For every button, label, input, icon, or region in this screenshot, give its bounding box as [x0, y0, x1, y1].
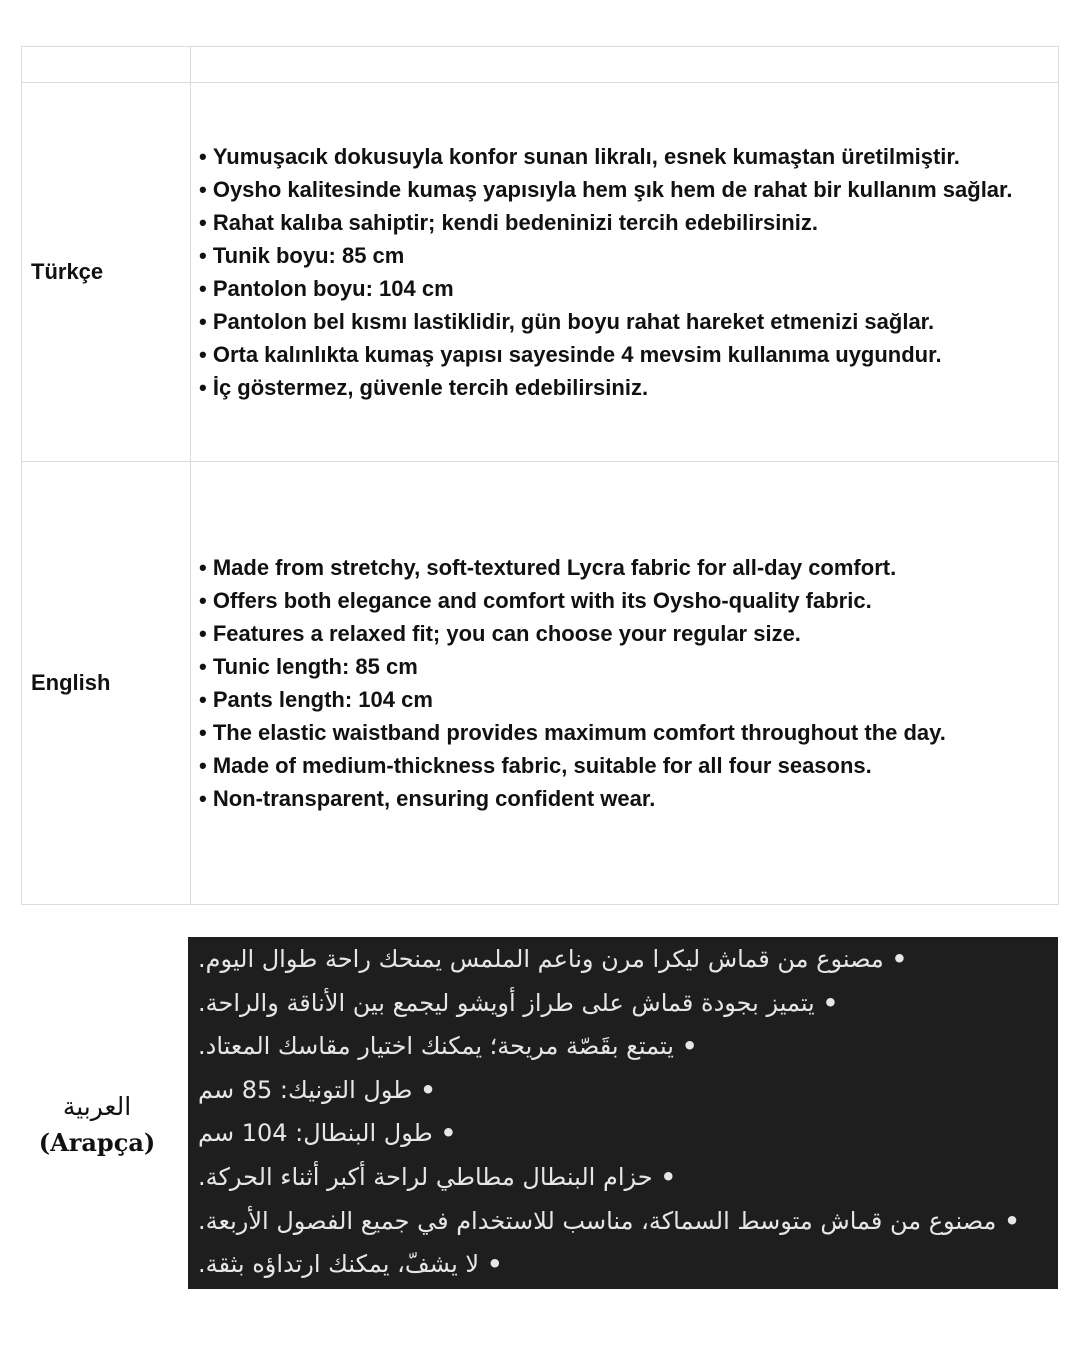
list-item: [198, 1025, 1048, 1069]
arabic-bullet-text: طول البنطال: 104 سم: [198, 1119, 433, 1148]
bullet-dot: •: [420, 1075, 436, 1104]
arabic-bullet-text: طول التونيك: 85 سم: [198, 1075, 413, 1104]
arabic-bullet-text: مصنوع من قماش متوسط السماكة، مناسب للاستخدام في جميع الفصول الأربعة.: [198, 1206, 997, 1235]
bullet-dot: •: [660, 1162, 676, 1191]
description-cell-turkish: [191, 83, 1059, 462]
arabic-description-panel: [188, 937, 1058, 1289]
list-item: [198, 1243, 1048, 1287]
table-header-row: [22, 47, 1059, 83]
bullet-dot: •: [487, 1250, 503, 1279]
list-item: • The elastic waistband provides maximum comfort throughout the day.: [199, 716, 1046, 749]
bullet-dot: •: [822, 988, 839, 1017]
language-label-english: English: [22, 462, 191, 905]
header-cell-description: [191, 47, 1059, 83]
list-item: [198, 1200, 1048, 1244]
product-description-table: [21, 46, 1059, 905]
list-item: • Pantolon bel kısmı lastiklidir, gün boyu rahat hareket etmenizi sağlar.: [199, 305, 1046, 338]
list-item: [198, 1156, 1048, 1200]
list-item: • Features a relaxed fit; you can choose your regular size.: [199, 617, 1046, 650]
list-item: • Tunik boyu: 85 cm: [199, 239, 1046, 272]
list-item: • Rahat kalıba sahiptir; kendi bedeninizi tercih edebilirsiniz.: [199, 206, 1046, 239]
list-item: [198, 1069, 1048, 1113]
list-item: • Offers both elegance and comfort with its Oysho-quality fabric.: [199, 584, 1046, 617]
bullet-dot: •: [1004, 1206, 1020, 1235]
table-row-turkish: [22, 83, 1059, 462]
bullet-list-english: [191, 551, 1058, 815]
table-row-english: [22, 462, 1059, 905]
arabic-bullet-text: مصنوع من قماش ليكرا مرن وناعم الملمس يمنحك راحة طوال اليوم.: [198, 945, 884, 973]
list-item: • Pantolon boyu: 104 cm: [199, 272, 1046, 305]
bullet-dot: •: [891, 945, 908, 973]
arabic-bullet-text: حزام البنطال مطاطي لراحة أكبر أثناء الحركة.: [198, 1162, 653, 1191]
list-item: [198, 1112, 1048, 1156]
header-cell-language: [22, 47, 191, 83]
arabic-label-turkish: (Arapça): [38, 1128, 156, 1157]
description-cell-english: [191, 462, 1059, 905]
bullet-dot: •: [440, 1119, 457, 1148]
list-item: • Made of medium-thickness fabric, suitable for all four seasons.: [199, 749, 1046, 782]
arabic-bullet-text: يتميز بجودة قماش على طراز أويشو ليجمع بين الأناقة والراحة.: [198, 988, 815, 1017]
list-item: • Pants length: 104 cm: [199, 683, 1046, 716]
bullet-list-turkish: [191, 140, 1058, 404]
bullet-dot: •: [681, 1032, 698, 1061]
list-item: • Tunic length: 85 cm: [199, 650, 1046, 683]
language-label-turkish: Türkçe: [22, 83, 191, 462]
language-label-arabic: [21, 1088, 173, 1160]
list-item: • İç göstermez, güvenle tercih edebilirsiniz.: [199, 371, 1046, 404]
arabic-label-native: العربية: [62, 1092, 132, 1121]
list-item: [198, 982, 1048, 1026]
list-item: [198, 938, 1048, 982]
list-item: • Orta kalınlıkta kumaş yapısı sayesinde 4 mevsim kullanıma uygundur.: [199, 338, 1046, 371]
list-item: • Yumuşacık dokusuyla konfor sunan likralı, esnek kumaştan üretilmiştir.: [199, 140, 1046, 173]
list-item: • Oysho kalitesinde kumaş yapısıyla hem şık hem de rahat bir kullanım sağlar.: [199, 173, 1046, 206]
arabic-bullet-text: لا يشفّ، يمكنك ارتداؤه بثقة.: [198, 1250, 480, 1279]
list-item: • Non-transparent, ensuring confident wear.: [199, 782, 1046, 815]
arabic-bullet-text: يتمتع بقَصّة مريحة؛ يمكنك اختيار مقاسك المعتاد.: [198, 1032, 674, 1061]
bullet-list-arabic: [198, 938, 1048, 1287]
list-item: • Made from stretchy, soft-textured Lycra fabric for all-day comfort.: [199, 551, 1046, 584]
